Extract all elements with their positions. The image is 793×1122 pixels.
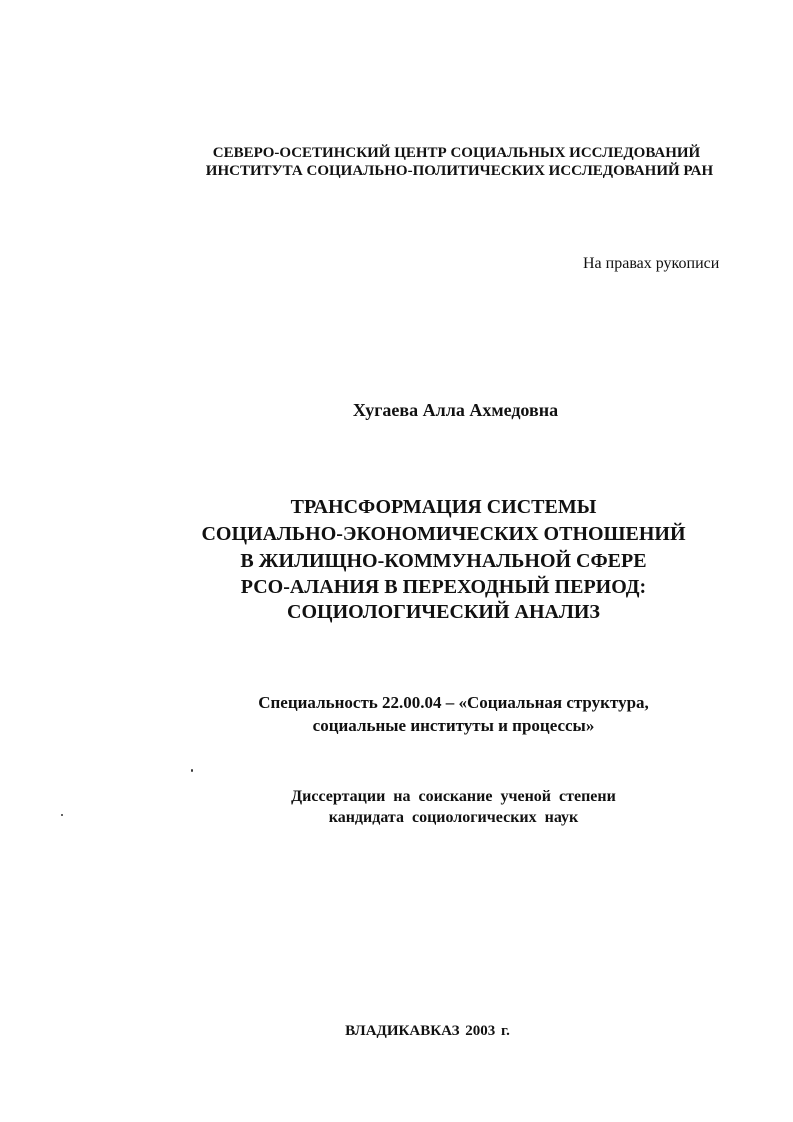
title-line-2: СОЦИАЛЬНО-ЭКОНОМИЧЕСКИХ ОТНОШЕНИЙ (201, 523, 686, 545)
rights-note: На правах рукописи (583, 255, 720, 272)
title-line-5: СОЦИОЛОГИЧЕСКИЙ АНАЛИЗ (287, 601, 600, 623)
dissertation-line-1: Диссертации на соискание ученой степени (291, 788, 616, 805)
title-line-1: ТРАНСФОРМАЦИЯ СИСТЕМЫ (290, 496, 597, 518)
scan-speck (191, 769, 193, 772)
author-name: Хугаева Алла Ахмедовна (352, 400, 559, 420)
specialty-line-1: Специальность 22.00.04 – «Социальная структура, (258, 693, 649, 712)
organization-line-2: ИНСТИТУТА СОЦИАЛЬНО-ПОЛИТИЧЕСКИХ ИССЛЕДОВАНИЙ РАН (205, 163, 714, 179)
city-year: ВЛАДИКАВКАЗ 2003 г. (345, 1023, 510, 1039)
title-line-4: РСО-АЛАНИЯ В ПЕРЕХОДНЫЙ ПЕРИОД: (240, 576, 647, 598)
organization-line-1: СЕВЕРО-ОСЕТИНСКИЙ ЦЕНТР СОЦИАЛЬНЫХ ИССЛЕДОВАНИЙ (212, 145, 701, 161)
title-line-3: В ЖИЛИЩНО-КОММУНАЛЬНОЙ СФЕРЕ (240, 550, 647, 572)
specialty-line-2: социальные институты и процессы» (312, 716, 595, 735)
dissertation-line-2: кандидата социологических наук (328, 809, 579, 826)
scan-speck (61, 814, 63, 816)
